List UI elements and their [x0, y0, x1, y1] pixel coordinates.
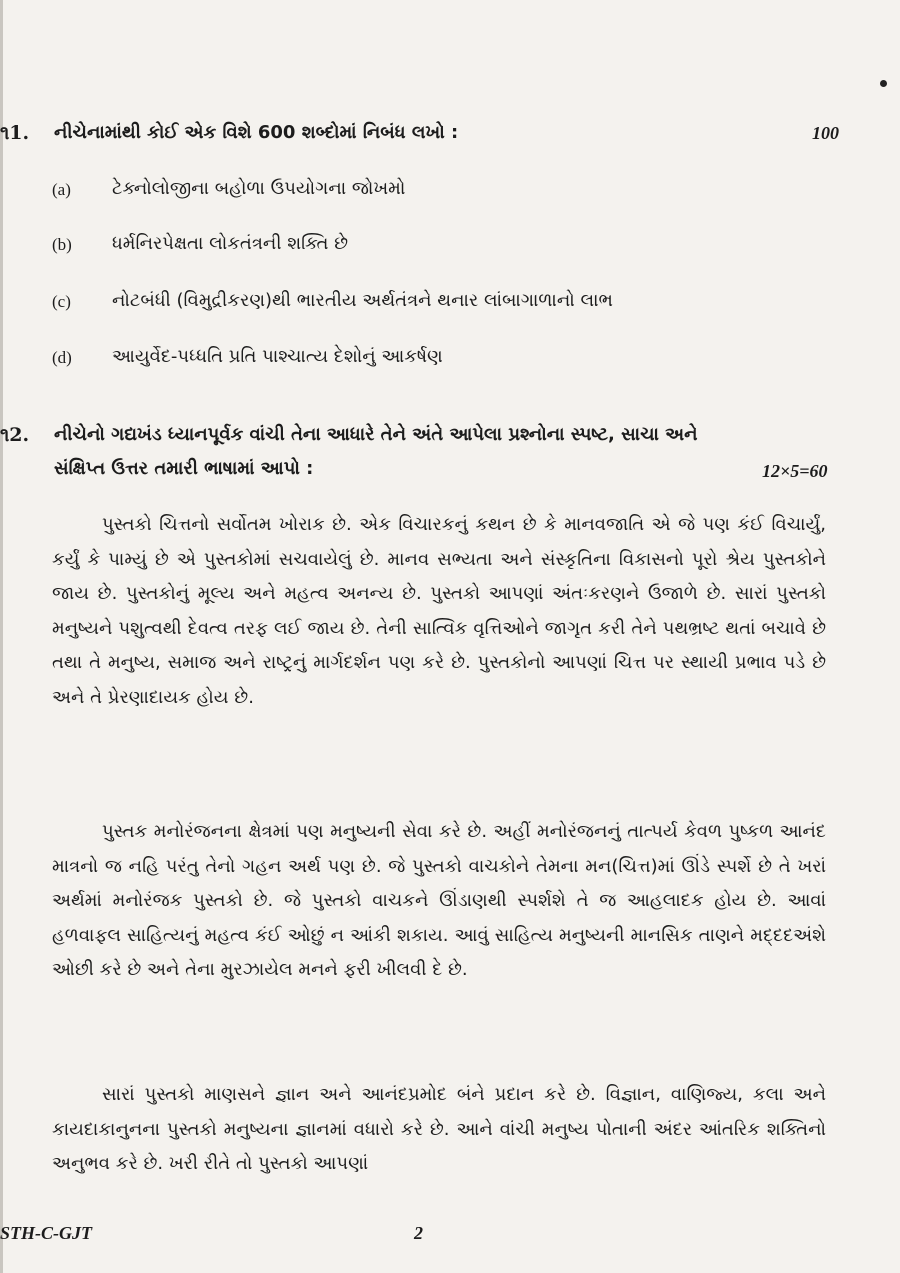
ink-dot — [880, 80, 887, 87]
q1-option-d-text: આયુર્વેદ-પધ્ધતિ પ્રતિ પાશ્ચાત્ય દેશોનું આકર્ષણ — [112, 346, 443, 367]
q2-marks: 12×5=60 — [762, 461, 828, 481]
q1-option-b-label: (b) — [52, 235, 72, 254]
passage-paragraph-3: સારાં પુસ્તકો માણસને જ્ઞાન અને આનંદપ્રમોદ બંને પ્રદાન કરે છે. વિજ્ઞાન, વાણિજ્ય, કલા અને કાયદાકાનુનના પુસ્તકો મનુષ્યના જ્ઞાનમાં વધારો કરે છે. આને વાંચી મનુષ્ય પોતાની અંદર આંતરિક શક્તિનો અનુભવ કરે છે. ખરી રીતે તો પુસ્તકો આપણાં — [52, 1084, 826, 1175]
q1-option-a-text: ટેક્નોલોજીના બહોળા ઉપયોગના જોખમો — [112, 178, 406, 199]
q1-number: ૧1. — [0, 122, 30, 144]
q1-prompt: નીચેનામાંથી કોઈ એક વિશે 600 શબ્દોમાં નિબંધ લખો : — [54, 122, 459, 143]
q1-option-b-text: ધર્મનિરપેક્ષતા લોકતંત્રની શક્તિ છે — [112, 233, 349, 254]
q1-option-a-label: (a) — [52, 180, 71, 199]
passage-paragraph-2: પુસ્તક મનોરંજનના ક્ષેત્રમાં પણ મનુષ્યની સેવા કરે છે. અહીં મનોરંજનનું તાત્પર્ય કેવળ પુષ્કળ આનંદ માત્રનો જ નહિ પરંતુ તેનો ગહન અર્થ પણ છે. જે પુસ્તકો વાચકોને તેમના મન(ચિત્ત)માં ઊંડે સ્પર્શે છે તે ખરાં અર્થમાં મનોરંજક પુસ્તકો છે. જે પુસ્તકો વાચકને ઊંડાણથી સ્પર્શશે તે જ આહલાદક હોય છે. આવાં હળવાફલ સાહિત્યનું મહત્વ કંઈ ઓછું ન આંકી શકાય. આવું સાહિત્ય મનુષ્યની માનસિક તાણને મદ્દદઅંશે ઓછી કરે છે અને તેના મુરઝાયેલ મનને ફરી ખીલવી દે છે. — [52, 821, 826, 981]
q2-prompt-line2: સંક્ષિપ્ત ઉત્તર તમારી ભાષામાં આપો : — [54, 458, 314, 479]
q1-option-c-text: નોટબંધી (વિમુદ્રીકરણ)થી ભારતીય અર્થતંત્રને થનાર લાંબાગાળાનો લાભ — [112, 290, 613, 311]
q1-marks: 100 — [812, 123, 839, 143]
q2-prompt-line1: નીચેનો ગદ્યખંડ ધ્યાનપૂર્વક વાંચી તેના આધારે તેને અંતે આપેલા પ્રશ્નોના સ્પષ્ટ, સાચા અને — [54, 424, 698, 445]
page-edge-shadow — [0, 0, 3, 1273]
passage-paragraph-1: પુસ્તકો ચિત્તનો સર્વોતમ ખોરાક છે. એક વિચારકનું કથન છે કે માનવજાતિ એ જે પણ કંઈ વિચાર્યું, કર્યું કે પામ્યું છે એ પુસ્તકોમાં સચવાયેલું છે. માનવ સભ્યતા અને સંસ્કૃતિના વિકાસનો પૂરો શ્રેય પુસ્તકોને જાય છે. પુસ્તકોનું મૂલ્ય અને મહત્વ અનન્ય છે. પુસ્તકો આપણાં અંતઃકરણને ઉજાળે છે. સારાં પુસ્તકો મનુષ્યને પશુત્વથી દેવત્વ તરફ લઈ જાય છે. તેની સાત્વિક વૃત્તિઓને જાગૃત કરી તેને પથભ્રષ્ટ થતાં બચાવે છે તથા તે મનુષ્ય, સમાજ અને રાષ્ટ્રનું માર્ગદર્શન પણ કરે છે. પુસ્તકોનો આપણાં ચિત્ત પર સ્થાયી પ્રભાવ પડે છે અને તે પ્રેરણાદાયક હોય છે. — [52, 514, 826, 708]
q1-option-d-label: (d) — [52, 348, 72, 367]
paper-code: STH-C-GJT — [0, 1223, 92, 1243]
q2-number: ૧2. — [0, 424, 30, 446]
q1-option-c-label: (c) — [52, 292, 71, 311]
page-number: 2 — [414, 1223, 423, 1243]
